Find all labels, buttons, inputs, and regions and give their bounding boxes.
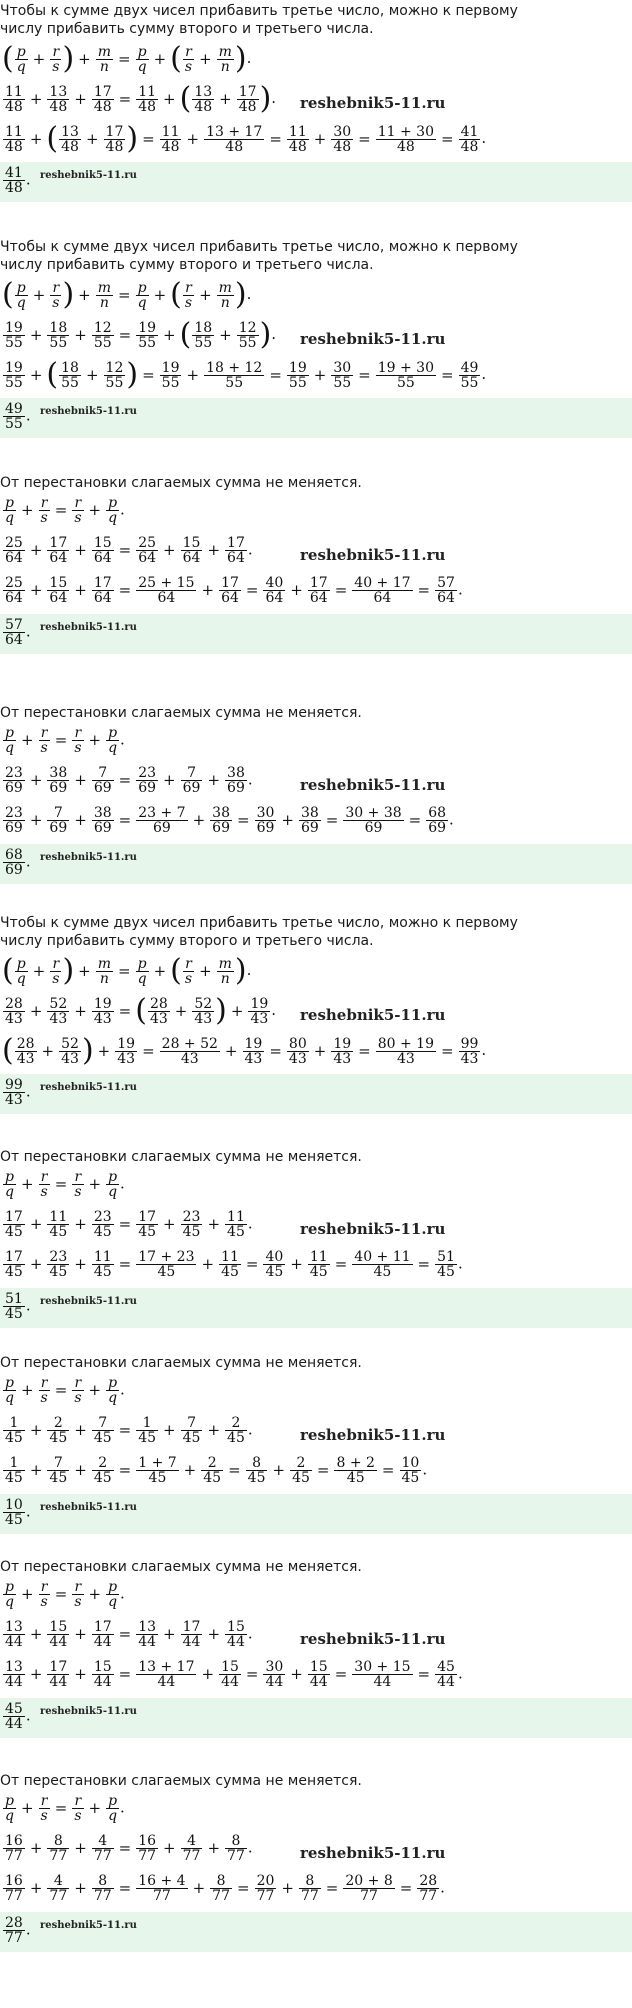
fraction: $\frac{r}{s}$ bbox=[74, 1169, 82, 1200]
fraction: $\frac{15}{64}$ bbox=[182, 535, 201, 566]
fraction: $\frac{13}{48}$ bbox=[49, 83, 68, 115]
fraction: $\frac{40 + 11}{45}$ bbox=[354, 1249, 411, 1280]
fraction: $\frac{28}{43}$ bbox=[5, 995, 23, 1027]
answer: $\frac{57}{64}$ . bbox=[5, 617, 31, 648]
answer-fraction: $\frac{99}{43}$ bbox=[5, 1077, 23, 1108]
rule-text: Чтобы к сумме двух чисел прибавить третье число, можно к первому числу прибавить сумму второго и третьего числа. bbox=[0, 239, 518, 273]
fraction: $\frac{7}{45}$ bbox=[93, 1415, 112, 1446]
substitution-line: $\frac{16}{77}$ + $\frac{8}{77}$ + $\frac{4}{77}$ = $\frac{16}{77}$ + $\frac{4}{77}$ + $\frac{8}{77}$ . bbox=[5, 1833, 253, 1864]
answer-fraction: $\frac{51}{45}$ bbox=[5, 1291, 23, 1322]
fraction: $\frac{11}{48}$ bbox=[5, 123, 23, 155]
answer: $\frac{51}{45}$ . bbox=[5, 1291, 31, 1322]
fraction: $\frac{p}{q}$ bbox=[108, 1375, 118, 1406]
fraction: $\frac{r}{s}$ bbox=[74, 1579, 82, 1610]
identity-line: $\frac{p}{q}$ + $\frac{r}{s}$ = $\frac{r}{s}$ + $\frac{p}{q}$ . bbox=[5, 1375, 125, 1406]
solution-section bbox=[0, 236, 632, 472]
calculation-line: $\frac{16}{77}$ + $\frac{4}{77}$ + $\frac{8}{77}$ = $\frac{16 + 4}{77}$ + $\frac{8}{77}$ = $\frac{20}{77}$ + $\frac{8}{77}$ = $\frac{20 + 8}{77}$ = $\frac{28}{77}$ . bbox=[5, 1873, 445, 1904]
identity-line: ( $\frac{p}{q}$ + $\frac{r}{s}$ ) + $\frac{m}{n}$ = $\frac{p}{q}$ + ( $\frac{r}{s}$ + $\frac{m}{n}$ ). bbox=[2, 277, 252, 312]
fraction: $\frac{8}{77}$ bbox=[212, 1873, 230, 1904]
fraction: $\frac{4}{77}$ bbox=[182, 1833, 201, 1864]
fraction: $\frac{28 + 52}{43}$ bbox=[161, 1035, 218, 1067]
fraction: $\frac{23}{45}$ bbox=[182, 1209, 201, 1240]
fraction: $\frac{p}{q}$ bbox=[108, 495, 118, 526]
fraction: $\frac{16}{77}$ bbox=[5, 1833, 23, 1864]
fraction: $\frac{45}{44}$ bbox=[437, 1659, 455, 1690]
fraction: $\frac{p}{q}$ bbox=[16, 955, 26, 987]
fraction: $\frac{r}{s}$ bbox=[74, 1375, 82, 1406]
fraction: $\frac{8}{77}$ bbox=[49, 1833, 68, 1864]
fraction: $\frac{8}{77}$ bbox=[300, 1873, 319, 1904]
fraction: $\frac{19}{55}$ bbox=[5, 319, 23, 351]
fraction: $\frac{r}{s}$ bbox=[40, 1375, 48, 1406]
fraction: $\frac{2}{45}$ bbox=[292, 1455, 310, 1486]
fraction: $\frac{12}{55}$ bbox=[105, 359, 124, 391]
substitution-line: $\frac{17}{45}$ + $\frac{11}{45}$ + $\frac{23}{45}$ = $\frac{17}{45}$ + $\frac{23}{45}$ + $\frac{11}{45}$ . bbox=[5, 1209, 253, 1240]
fraction: $\frac{p}{q}$ bbox=[5, 1793, 14, 1824]
fraction: $\frac{25}{64}$ bbox=[5, 575, 23, 606]
fraction: $\frac{12}{55}$ bbox=[93, 319, 112, 351]
fraction: $\frac{30}{44}$ bbox=[265, 1659, 284, 1690]
fraction: $\frac{p}{q}$ bbox=[137, 43, 147, 75]
fraction: $\frac{r}{s}$ bbox=[40, 1579, 48, 1610]
calculation-line: $\frac{17}{45}$ + $\frac{23}{45}$ + $\frac{11}{45}$ = $\frac{17 + 23}{45}$ + $\frac{11}{45}$ = $\frac{40}{45}$ + $\frac{11}{45}$ = $\frac{40 + 11}{45}$ = $\frac{51}{45}$ . bbox=[5, 1249, 463, 1280]
fraction: $\frac{38}{69}$ bbox=[49, 765, 68, 796]
calculation-line: ( $\frac{28}{43}$ + $\frac{52}{43}$ ) + $\frac{19}{43}$ = $\frac{28 + 52}{43}$ + $\frac{19}{43}$ = $\frac{80}{43}$ + $\frac{19}{43}$ = $\frac{80 + 19}{43}$ = $\frac{99}{43}$ . bbox=[2, 1033, 487, 1068]
fraction: $\frac{40}{64}$ bbox=[265, 575, 284, 606]
substitution-line: $\frac{13}{44}$ + $\frac{15}{44}$ + $\frac{17}{44}$ = $\frac{13}{44}$ + $\frac{17}{44}$ + $\frac{15}{44}$ . bbox=[5, 1619, 253, 1650]
fraction: $\frac{13 + 17}{48}$ bbox=[206, 123, 263, 155]
answer-box bbox=[0, 1288, 632, 1328]
calculation-line: $\frac{1}{45}$ + $\frac{7}{45}$ + $\frac{2}{45}$ = $\frac{1 + 7}{45}$ + $\frac{2}{45}$ = $\frac{8}{45}$ + $\frac{2}{45}$ = $\frac{8 + 2}{45}$ = $\frac{10}{45}$ . bbox=[5, 1455, 428, 1486]
fraction: $\frac{19}{55}$ bbox=[138, 319, 157, 351]
answer-fraction: $\frac{49}{55}$ bbox=[5, 401, 23, 432]
fraction: $\frac{17}{64}$ bbox=[221, 575, 239, 606]
fraction: $\frac{r}{s}$ bbox=[40, 725, 48, 756]
fraction: $\frac{49}{55}$ bbox=[460, 359, 479, 391]
fraction: $\frac{16}{77}$ bbox=[138, 1833, 157, 1864]
fraction: $\frac{19}{43}$ bbox=[93, 995, 112, 1027]
watermark: reshebnik5-11.ru bbox=[40, 1706, 137, 1717]
substitution-line: $\frac{11}{48}$ + $\frac{13}{48}$ + $\frac{17}{48}$ = $\frac{11}{48}$ + ( $\frac{13}{48}$ + $\frac{17}{48}$ ). bbox=[5, 81, 277, 116]
rule-text: От перестановки слагаемых сумма не меняется. bbox=[0, 1773, 362, 1789]
fraction: $\frac{11}{48}$ bbox=[138, 83, 157, 115]
identity-line: $\frac{p}{q}$ + $\frac{r}{s}$ = $\frac{r}{s}$ + $\frac{p}{q}$ . bbox=[5, 1793, 125, 1824]
watermark: reshebnik5-11.ru bbox=[40, 170, 137, 181]
fraction: $\frac{38}{69}$ bbox=[300, 805, 319, 836]
answer: $\frac{99}{43}$ . bbox=[5, 1077, 31, 1108]
answer-fraction: $\frac{68}{69}$ bbox=[5, 847, 23, 878]
fraction: $\frac{11}{45}$ bbox=[221, 1249, 239, 1280]
answer-fraction: $\frac{41}{48}$ bbox=[5, 165, 23, 196]
watermark: reshebnik5-11.ru bbox=[300, 94, 446, 112]
fraction: $\frac{18}{55}$ bbox=[61, 359, 79, 391]
fraction: $\frac{r}{s}$ bbox=[52, 43, 60, 75]
fraction: $\frac{15}{44}$ bbox=[221, 1659, 239, 1690]
fraction: $\frac{13 + 17}{44}$ bbox=[138, 1659, 195, 1690]
fraction: $\frac{13}{48}$ bbox=[61, 123, 79, 155]
solution-section bbox=[0, 0, 632, 236]
fraction: $\frac{23}{45}$ bbox=[93, 1209, 112, 1240]
fraction: $\frac{28}{77}$ bbox=[419, 1873, 438, 1904]
watermark: reshebnik5-11.ru bbox=[40, 1082, 137, 1093]
fraction: $\frac{p}{q}$ bbox=[108, 725, 118, 756]
fraction: $\frac{19}{43}$ bbox=[117, 1035, 136, 1067]
fraction: $\frac{40 + 17}{64}$ bbox=[354, 575, 411, 606]
substitution-line: $\frac{1}{45}$ + $\frac{2}{45}$ + $\frac{7}{45}$ = $\frac{1}{45}$ + $\frac{7}{45}$ + $\frac{2}{45}$ . bbox=[5, 1415, 253, 1446]
fraction: $\frac{1}{45}$ bbox=[5, 1455, 23, 1486]
fraction: $\frac{19}{43}$ bbox=[244, 1035, 263, 1067]
solution-section bbox=[0, 1770, 632, 2008]
rule-text: От перестановки слагаемых сумма не меняется. bbox=[0, 475, 362, 491]
fraction: $\frac{m}{n}$ bbox=[97, 43, 112, 75]
watermark: reshebnik5-11.ru bbox=[40, 1502, 137, 1513]
fraction: $\frac{18 + 12}{55}$ bbox=[206, 359, 263, 391]
fraction: $\frac{11}{45}$ bbox=[309, 1249, 328, 1280]
fraction: $\frac{23 + 7}{69}$ bbox=[138, 805, 186, 836]
fraction: $\frac{25 + 15}{64}$ bbox=[138, 575, 195, 606]
fraction: $\frac{7}{69}$ bbox=[182, 765, 201, 796]
fraction: $\frac{20}{77}$ bbox=[256, 1873, 275, 1904]
fraction: $\frac{17}{45}$ bbox=[5, 1209, 23, 1240]
answer-fraction: $\frac{10}{45}$ bbox=[5, 1497, 23, 1528]
fraction: $\frac{28}{43}$ bbox=[16, 1035, 35, 1067]
watermark: reshebnik5-11.ru bbox=[300, 330, 446, 348]
fraction: $\frac{m}{n}$ bbox=[218, 279, 232, 311]
fraction: $\frac{11}{45}$ bbox=[227, 1209, 245, 1240]
fraction: $\frac{38}{69}$ bbox=[93, 805, 112, 836]
solution-section bbox=[0, 1352, 632, 1556]
calculation-line: $\frac{19}{55}$ + ( $\frac{18}{55}$ + $\frac{12}{55}$ ) = $\frac{19}{55}$ + $\frac{18 + 12}{55}$ = $\frac{19}{55}$ + $\frac{30}{55}$ = $\frac{19 + 30}{55}$ = $\frac{49}{55}$ . bbox=[5, 357, 487, 392]
watermark: reshebnik5-11.ru bbox=[40, 406, 137, 417]
fraction: $\frac{15}{44}$ bbox=[309, 1659, 328, 1690]
fraction: $\frac{2}{45}$ bbox=[49, 1415, 68, 1446]
fraction: $\frac{68}{69}$ bbox=[428, 805, 447, 836]
fraction: $\frac{p}{q}$ bbox=[108, 1169, 118, 1200]
fraction: $\frac{13}{44}$ bbox=[5, 1659, 23, 1690]
watermark: reshebnik5-11.ru bbox=[40, 1296, 137, 1307]
fraction: $\frac{17}{48}$ bbox=[238, 83, 257, 115]
fraction: $\frac{2}{45}$ bbox=[227, 1415, 245, 1446]
fraction: $\frac{40}{45}$ bbox=[265, 1249, 284, 1280]
answer-box bbox=[0, 1912, 632, 1952]
fraction: $\frac{15}{44}$ bbox=[227, 1619, 245, 1650]
fraction: $\frac{7}{45}$ bbox=[49, 1455, 68, 1486]
identity-line: $\frac{p}{q}$ + $\frac{r}{s}$ = $\frac{r}{s}$ + $\frac{p}{q}$ . bbox=[5, 725, 125, 756]
fraction: $\frac{17}{48}$ bbox=[93, 83, 112, 115]
watermark: reshebnik5-11.ru bbox=[300, 1844, 446, 1862]
fraction: $\frac{17}{48}$ bbox=[105, 123, 124, 155]
fraction: $\frac{17}{64}$ bbox=[49, 535, 68, 566]
fraction: $\frac{99}{43}$ bbox=[460, 1035, 479, 1067]
fraction: $\frac{8}{77}$ bbox=[227, 1833, 245, 1864]
fraction: $\frac{r}{s}$ bbox=[74, 725, 82, 756]
fraction: $\frac{11 + 30}{48}$ bbox=[377, 123, 434, 155]
fraction: $\frac{m}{n}$ bbox=[218, 43, 232, 75]
watermark: reshebnik5-11.ru bbox=[300, 1426, 446, 1444]
fraction: $\frac{m}{n}$ bbox=[97, 955, 112, 987]
watermark: reshebnik5-11.ru bbox=[300, 1220, 446, 1238]
fraction: $\frac{17}{45}$ bbox=[5, 1249, 23, 1280]
fraction: $\frac{25}{64}$ bbox=[138, 535, 157, 566]
fraction: $\frac{r}{s}$ bbox=[40, 495, 48, 526]
fraction: $\frac{80 + 19}{43}$ bbox=[377, 1035, 434, 1067]
fraction: $\frac{41}{48}$ bbox=[460, 123, 479, 155]
fraction: $\frac{7}{45}$ bbox=[182, 1415, 201, 1446]
identity-line: $\frac{p}{q}$ + $\frac{r}{s}$ = $\frac{r}{s}$ + $\frac{p}{q}$ . bbox=[5, 1579, 125, 1610]
watermark: reshebnik5-11.ru bbox=[300, 546, 446, 564]
rule-text: От перестановки слагаемых сумма не меняется. bbox=[0, 705, 362, 721]
fraction: $\frac{16}{77}$ bbox=[5, 1873, 23, 1904]
fraction: $\frac{15}{64}$ bbox=[93, 535, 112, 566]
fraction: $\frac{4}{77}$ bbox=[49, 1873, 68, 1904]
fraction: $\frac{17}{64}$ bbox=[227, 535, 245, 566]
fraction: $\frac{17}{44}$ bbox=[49, 1659, 68, 1690]
fraction: $\frac{52}{43}$ bbox=[49, 995, 68, 1027]
fraction: $\frac{18}{55}$ bbox=[49, 319, 68, 351]
fraction: $\frac{p}{q}$ bbox=[137, 955, 147, 987]
fraction: $\frac{11}{48}$ bbox=[5, 83, 23, 115]
rule-text: Чтобы к сумме двух чисел прибавить третье число, можно к первому числу прибавить сумму второго и третьего числа. bbox=[0, 915, 518, 949]
fraction: $\frac{30 + 38}{69}$ bbox=[345, 805, 402, 836]
fraction: $\frac{23}{69}$ bbox=[138, 765, 157, 796]
fraction: $\frac{11}{48}$ bbox=[288, 123, 307, 155]
fraction: $\frac{17}{44}$ bbox=[93, 1619, 112, 1650]
answer-fraction: $\frac{28}{77}$ bbox=[5, 1915, 23, 1946]
substitution-line: $\frac{23}{69}$ + $\frac{38}{69}$ + $\frac{7}{69}$ = $\frac{23}{69}$ + $\frac{7}{69}$ + $\frac{38}{69}$ . bbox=[5, 765, 253, 796]
fraction: $\frac{7}{69}$ bbox=[49, 805, 68, 836]
answer: $\frac{41}{48}$ . bbox=[5, 165, 31, 196]
answer-box bbox=[0, 614, 632, 654]
fraction: $\frac{r}{s}$ bbox=[184, 279, 193, 311]
fraction: $\frac{17}{44}$ bbox=[182, 1619, 201, 1650]
fraction: $\frac{p}{q}$ bbox=[108, 1579, 118, 1610]
rule-text: От перестановки слагаемых сумма не меняется. bbox=[0, 1149, 362, 1165]
fraction: $\frac{38}{69}$ bbox=[227, 765, 245, 796]
watermark: reshebnik5-11.ru bbox=[300, 776, 446, 794]
fraction: $\frac{16 + 4}{77}$ bbox=[138, 1873, 186, 1904]
fraction: $\frac{30}{48}$ bbox=[333, 123, 352, 155]
answer-box bbox=[0, 1074, 632, 1114]
answer-box bbox=[0, 398, 632, 438]
fraction: $\frac{17}{64}$ bbox=[93, 575, 112, 606]
fraction: $\frac{r}{s}$ bbox=[184, 955, 193, 987]
watermark: reshebnik5-11.ru bbox=[300, 1630, 446, 1648]
fraction: $\frac{17}{45}$ bbox=[138, 1209, 157, 1240]
rule-text: От перестановки слагаемых сумма не меняется. bbox=[0, 1355, 362, 1371]
fraction: $\frac{r}{s}$ bbox=[184, 43, 193, 75]
fraction: $\frac{30}{69}$ bbox=[256, 805, 275, 836]
fraction: $\frac{30 + 15}{44}$ bbox=[354, 1659, 411, 1690]
substitution-line: $\frac{28}{43}$ + $\frac{52}{43}$ + $\frac{19}{43}$ = ( $\frac{28}{43}$ + $\frac{52}{43}$ ) + $\frac{19}{43}$ . bbox=[5, 993, 277, 1028]
fraction: $\frac{r}{s}$ bbox=[74, 495, 82, 526]
fraction: $\frac{p}{q}$ bbox=[5, 725, 14, 756]
fraction: $\frac{1 + 7}{45}$ bbox=[138, 1455, 177, 1486]
fraction: $\frac{8}{45}$ bbox=[247, 1455, 266, 1486]
rule-text: От перестановки слагаемых сумма не меняется. bbox=[0, 1559, 362, 1575]
fraction: $\frac{1}{45}$ bbox=[138, 1415, 157, 1446]
fraction: $\frac{p}{q}$ bbox=[137, 279, 147, 311]
fraction: $\frac{p}{q}$ bbox=[5, 1169, 14, 1200]
fraction: $\frac{23}{69}$ bbox=[5, 765, 23, 796]
fraction: $\frac{8 + 2}{45}$ bbox=[336, 1455, 375, 1486]
fraction: $\frac{25}{64}$ bbox=[5, 535, 23, 566]
fraction: $\frac{12}{55}$ bbox=[238, 319, 257, 351]
substitution-line: $\frac{25}{64}$ + $\frac{17}{64}$ + $\frac{15}{64}$ = $\frac{25}{64}$ + $\frac{15}{64}$ + $\frac{17}{64}$ . bbox=[5, 535, 253, 566]
solution-section bbox=[0, 472, 632, 702]
fraction: $\frac{r}{s}$ bbox=[52, 279, 60, 311]
solution-section bbox=[0, 1146, 632, 1352]
fraction: $\frac{r}{s}$ bbox=[40, 1793, 48, 1824]
identity-line: ( $\frac{p}{q}$ + $\frac{r}{s}$ ) + $\frac{m}{n}$ = $\frac{p}{q}$ + ( $\frac{r}{s}$ + $\frac{m}{n}$ ). bbox=[2, 953, 252, 988]
calculation-line: $\frac{11}{48}$ + ( $\frac{13}{48}$ + $\frac{17}{48}$ ) = $\frac{11}{48}$ + $\frac{13 + 17}{48}$ = $\frac{11}{48}$ + $\frac{30}{48}$ = $\frac{11 + 30}{48}$ = $\frac{41}{48}$ . bbox=[5, 121, 487, 156]
fraction: $\frac{17}{64}$ bbox=[309, 575, 328, 606]
fraction: $\frac{11}{45}$ bbox=[49, 1209, 68, 1240]
fraction: $\frac{19 + 30}{55}$ bbox=[377, 359, 434, 391]
answer: $\frac{10}{45}$ . bbox=[5, 1497, 31, 1528]
fraction: $\frac{23}{69}$ bbox=[5, 805, 23, 836]
fraction: $\frac{11}{48}$ bbox=[161, 123, 180, 155]
fraction: $\frac{r}{s}$ bbox=[74, 1793, 82, 1824]
fraction: $\frac{28}{43}$ bbox=[149, 995, 168, 1027]
fraction: $\frac{r}{s}$ bbox=[52, 955, 60, 987]
fraction: $\frac{13}{44}$ bbox=[138, 1619, 157, 1650]
fraction: $\frac{p}{q}$ bbox=[5, 495, 14, 526]
fraction: $\frac{19}{55}$ bbox=[288, 359, 307, 391]
fraction: $\frac{19}{55}$ bbox=[5, 359, 23, 391]
fraction: $\frac{p}{q}$ bbox=[5, 1579, 14, 1610]
watermark: reshebnik5-11.ru bbox=[40, 1920, 137, 1931]
fraction: $\frac{51}{45}$ bbox=[437, 1249, 455, 1280]
calculation-line: $\frac{25}{64}$ + $\frac{15}{64}$ + $\frac{17}{64}$ = $\frac{25 + 15}{64}$ + $\frac{17}{64}$ = $\frac{40}{64}$ + $\frac{17}{64}$ = $\frac{40 + 17}{64}$ = $\frac{57}{64}$ . bbox=[5, 575, 463, 606]
watermark: reshebnik5-11.ru bbox=[40, 852, 137, 863]
fraction: $\frac{p}{q}$ bbox=[16, 279, 26, 311]
fraction: $\frac{23}{45}$ bbox=[49, 1249, 68, 1280]
watermark: reshebnik5-11.ru bbox=[300, 1006, 446, 1024]
fraction: $\frac{2}{45}$ bbox=[93, 1455, 112, 1486]
fraction: $\frac{15}{44}$ bbox=[49, 1619, 68, 1650]
fraction: $\frac{1}{45}$ bbox=[5, 1415, 23, 1446]
fraction: $\frac{m}{n}$ bbox=[97, 279, 112, 311]
solution-section bbox=[0, 702, 632, 912]
answer-box bbox=[0, 162, 632, 202]
answer-box bbox=[0, 1494, 632, 1534]
calculation-line: $\frac{23}{69}$ + $\frac{7}{69}$ + $\frac{38}{69}$ = $\frac{23 + 7}{69}$ + $\frac{38}{69}$ = $\frac{30}{69}$ + $\frac{38}{69}$ = $\frac{30 + 38}{69}$ = $\frac{68}{69}$ . bbox=[5, 805, 454, 836]
solution-section bbox=[0, 1556, 632, 1770]
fraction: $\frac{p}{q}$ bbox=[16, 43, 26, 75]
calculation-line: $\frac{13}{44}$ + $\frac{17}{44}$ + $\frac{15}{44}$ = $\frac{13 + 17}{44}$ + $\frac{15}{44}$ = $\frac{30}{44}$ + $\frac{15}{44}$ = $\frac{30 + 15}{44}$ = $\frac{45}{44}$ . bbox=[5, 1659, 463, 1690]
fraction: $\frac{7}{69}$ bbox=[93, 765, 112, 796]
fraction: $\frac{13}{48}$ bbox=[194, 83, 213, 115]
fraction: $\frac{13}{44}$ bbox=[5, 1619, 23, 1650]
watermark: reshebnik5-11.ru bbox=[40, 622, 137, 633]
fraction: $\frac{11}{45}$ bbox=[93, 1249, 112, 1280]
answer: $\frac{68}{69}$ . bbox=[5, 847, 31, 878]
answer: $\frac{49}{55}$ . bbox=[5, 401, 31, 432]
fraction: $\frac{17 + 23}{45}$ bbox=[138, 1249, 195, 1280]
fraction: $\frac{p}{q}$ bbox=[108, 1793, 118, 1824]
fraction: $\frac{18}{55}$ bbox=[194, 319, 213, 351]
answer: $\frac{45}{44}$ . bbox=[5, 1701, 31, 1732]
fraction: $\frac{4}{77}$ bbox=[93, 1833, 112, 1864]
fraction: $\frac{19}{55}$ bbox=[161, 359, 180, 391]
fraction: $\frac{15}{44}$ bbox=[93, 1659, 112, 1690]
fraction: $\frac{52}{43}$ bbox=[61, 1035, 79, 1067]
answer: $\frac{28}{77}$ . bbox=[5, 1915, 31, 1946]
fraction: $\frac{52}{43}$ bbox=[194, 995, 213, 1027]
answer-fraction: $\frac{45}{44}$ bbox=[5, 1701, 23, 1732]
fraction: $\frac{15}{64}$ bbox=[49, 575, 68, 606]
fraction: $\frac{r}{s}$ bbox=[40, 1169, 48, 1200]
fraction: $\frac{80}{43}$ bbox=[288, 1035, 307, 1067]
fraction: $\frac{8}{77}$ bbox=[93, 1873, 112, 1904]
rule-text: Чтобы к сумме двух чисел прибавить третье число, можно к первому числу прибавить сумму второго и третьего числа. bbox=[0, 3, 518, 37]
fraction: $\frac{m}{n}$ bbox=[218, 955, 232, 987]
fraction: $\frac{19}{43}$ bbox=[250, 995, 269, 1027]
answer-box bbox=[0, 844, 632, 884]
identity-line: $\frac{p}{q}$ + $\frac{r}{s}$ = $\frac{r}{s}$ + $\frac{p}{q}$ . bbox=[5, 1169, 125, 1200]
fraction: $\frac{10}{45}$ bbox=[401, 1455, 420, 1486]
fraction: $\frac{p}{q}$ bbox=[5, 1375, 14, 1406]
fraction: $\frac{20 + 8}{77}$ bbox=[345, 1873, 393, 1904]
fraction: $\frac{38}{69}$ bbox=[212, 805, 230, 836]
fraction: $\frac{19}{43}$ bbox=[333, 1035, 352, 1067]
answer-fraction: $\frac{57}{64}$ bbox=[5, 617, 23, 648]
identity-line: $\frac{p}{q}$ + $\frac{r}{s}$ = $\frac{r}{s}$ + $\frac{p}{q}$ . bbox=[5, 495, 125, 526]
fraction: $\frac{30}{55}$ bbox=[333, 359, 352, 391]
substitution-line: $\frac{19}{55}$ + $\frac{18}{55}$ + $\frac{12}{55}$ = $\frac{19}{55}$ + ( $\frac{18}{55}$ + $\frac{12}{55}$ ). bbox=[5, 317, 277, 352]
fraction: $\frac{2}{45}$ bbox=[203, 1455, 222, 1486]
answer-box bbox=[0, 1698, 632, 1738]
solution-section bbox=[0, 912, 632, 1146]
identity-line: ( $\frac{p}{q}$ + $\frac{r}{s}$ ) + $\frac{m}{n}$ = $\frac{p}{q}$ + ( $\frac{r}{s}$ + $\frac{m}{n}$ ). bbox=[2, 41, 252, 76]
fraction: $\frac{57}{64}$ bbox=[437, 575, 455, 606]
